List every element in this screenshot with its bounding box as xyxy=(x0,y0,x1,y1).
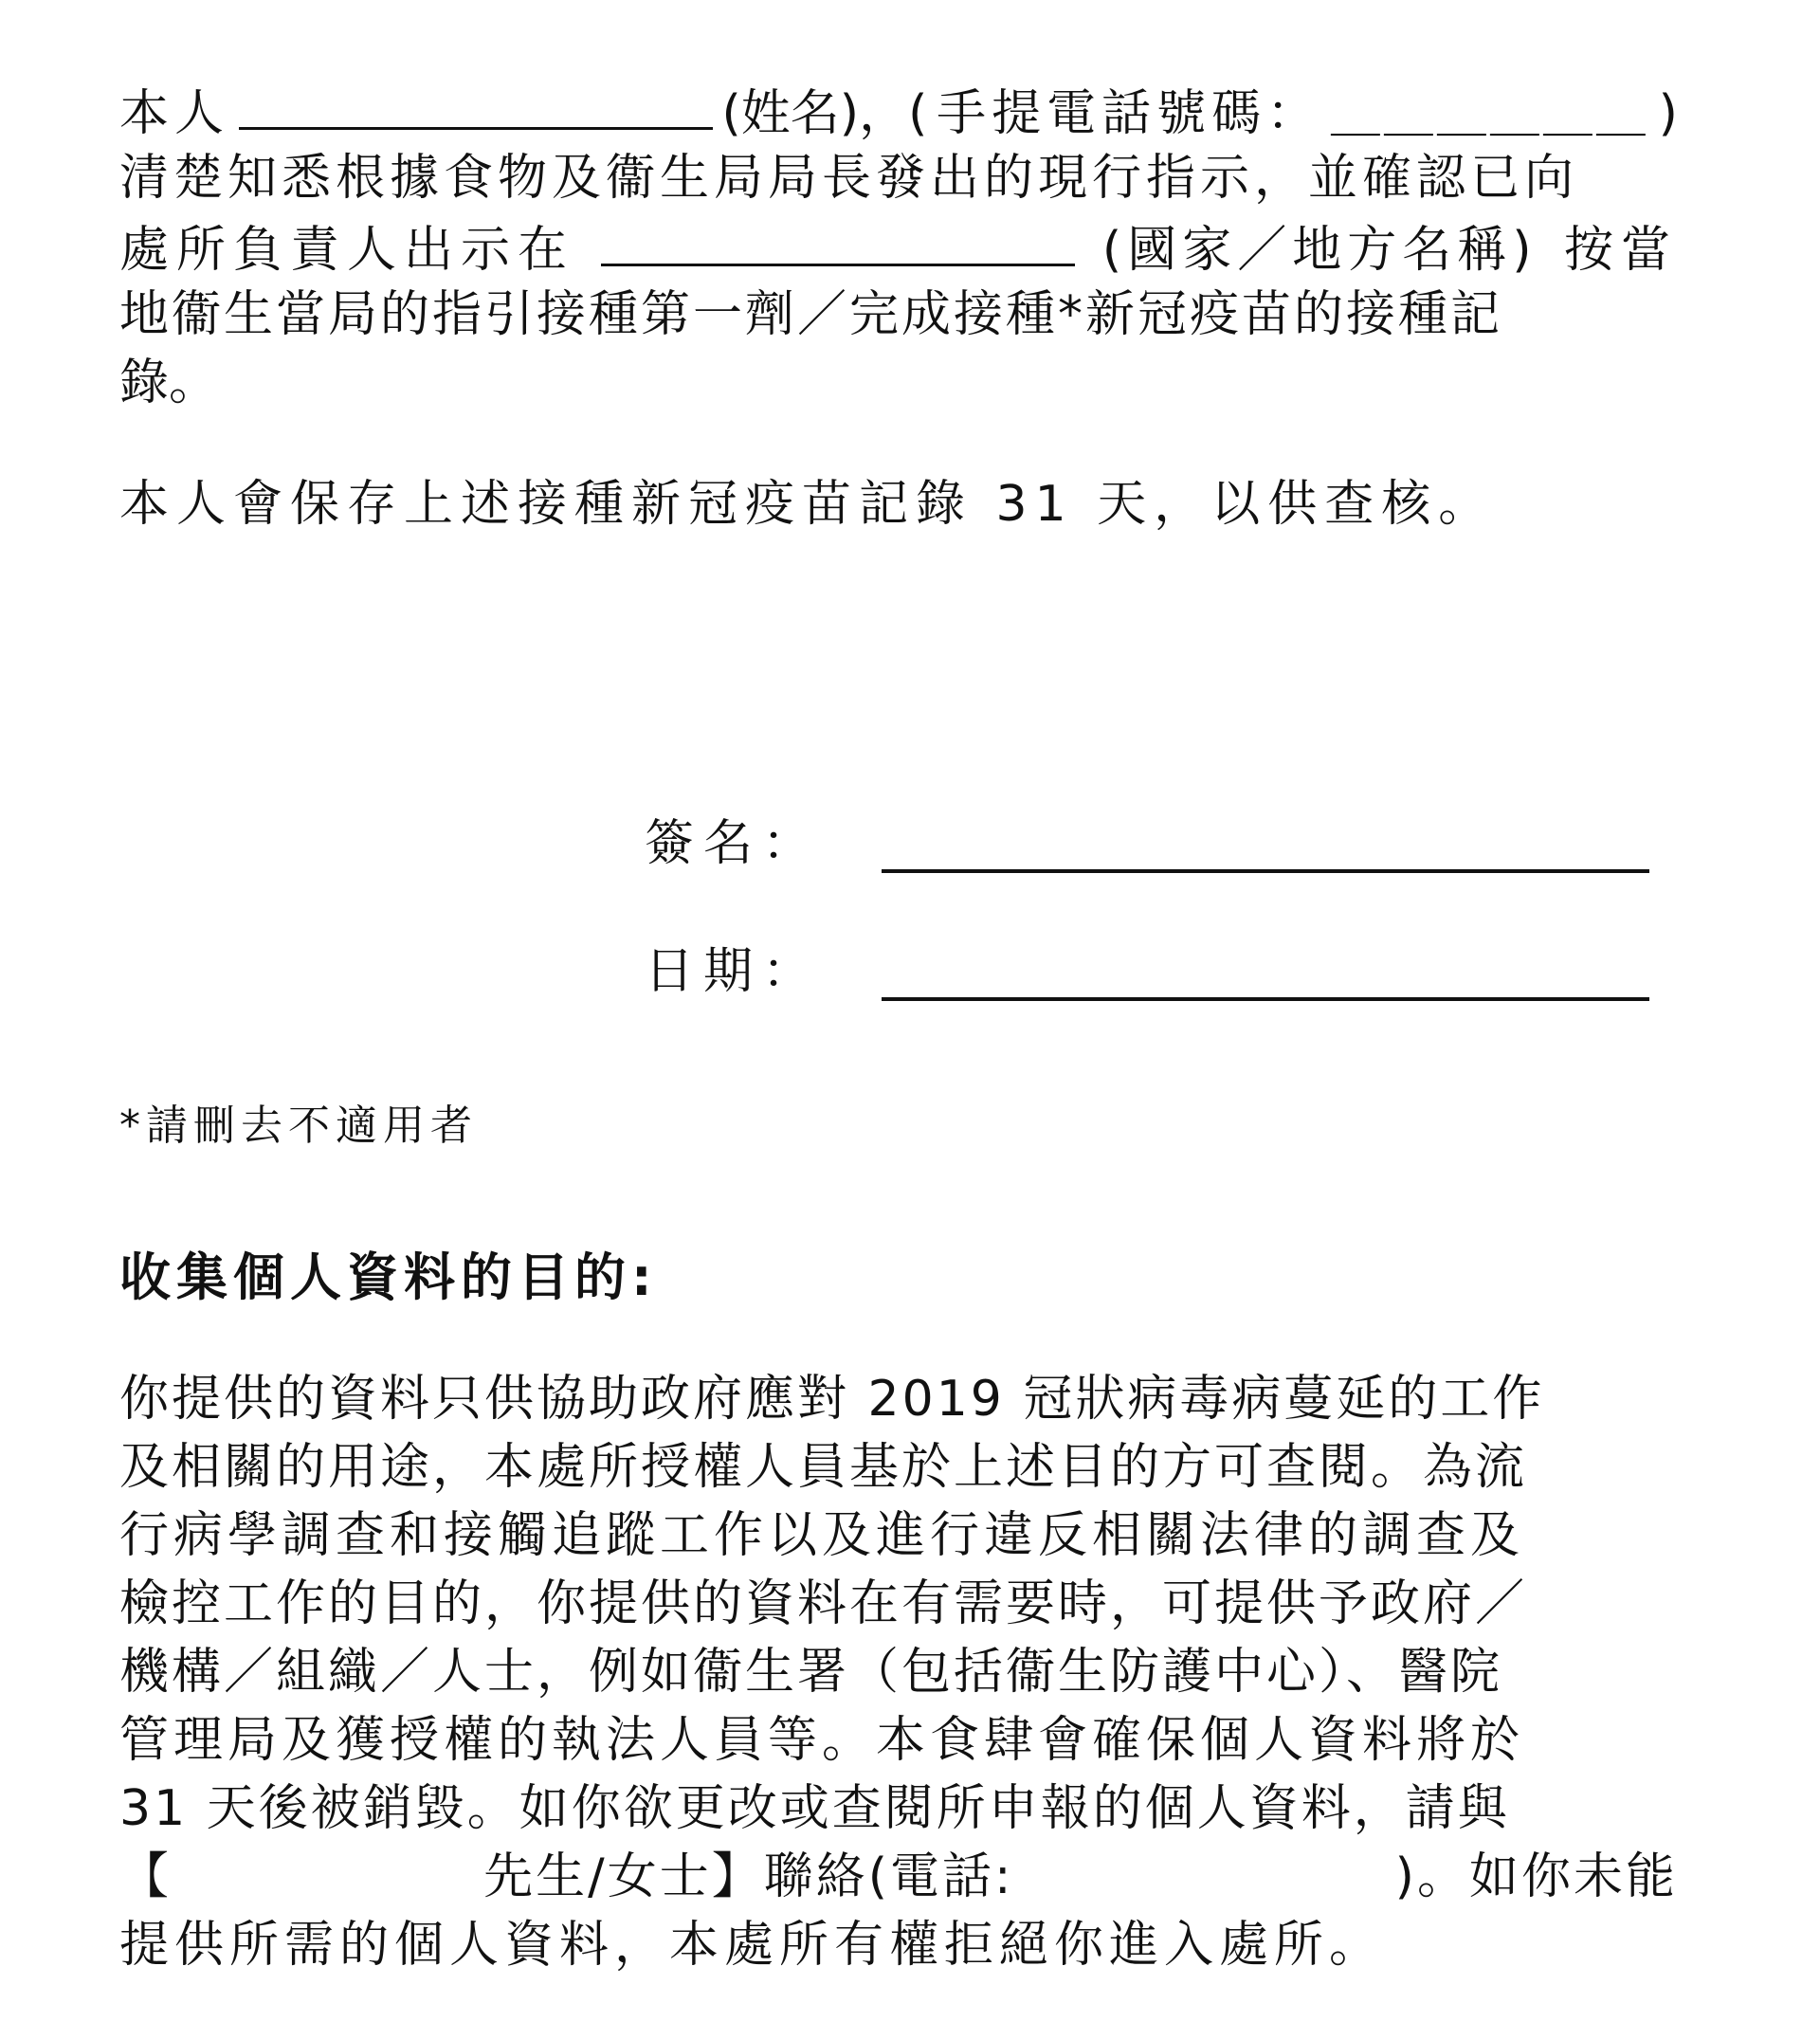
name-label: (姓名)，( xyxy=(721,85,928,142)
purpose-heading: 收集個人資料的目的: xyxy=(119,1247,658,1307)
purpose-line-text: 行病學調查和接觸追蹤工作以及進行違反相關法律的調查及 xyxy=(119,1507,1525,1564)
declaration-line-4 xyxy=(119,281,1678,349)
date-field[interactable] xyxy=(882,997,1649,1001)
declaration-line-3 xyxy=(119,212,1678,281)
signature-field[interactable] xyxy=(882,869,1649,873)
declaration-line-5-text: 錄。 xyxy=(119,355,219,411)
date-label: 日期： xyxy=(645,943,822,1000)
name-blank[interactable] xyxy=(239,76,713,130)
mobile-label: 手提電話號碼： xyxy=(937,85,1322,142)
purpose-line xyxy=(119,1502,1678,1570)
purpose-line-text: 檢控工作的目的，你提供的資料在有需要時，可提供予政府／ xyxy=(119,1575,1528,1632)
purpose-paragraph xyxy=(119,1365,1678,1979)
contact-line xyxy=(119,1843,1678,1911)
contact-open-bracket: 【 xyxy=(119,1848,170,1905)
purpose-line xyxy=(119,1365,1678,1433)
purpose-line-text: 你提供的資料只供協助政府應對 2019 冠狀病毒病蔓延的工作 xyxy=(119,1371,1545,1428)
country-blank[interactable] xyxy=(601,212,1075,266)
declaration-line-1 xyxy=(119,76,1678,144)
self-label: 本人 xyxy=(119,85,230,142)
declaration-line-4-text: 地衞生當局的指引接種第一劑／完成接種*新冠疫苗的接種記 xyxy=(119,286,1503,343)
purpose-line xyxy=(119,1570,1678,1638)
retention-statement: 本人會保存上述接種新冠疫苗記錄 31 天，以供查核。 xyxy=(119,476,1496,533)
purpose-line xyxy=(119,1775,1678,1843)
declaration-line-2 xyxy=(119,144,1678,212)
purpose-line xyxy=(119,1638,1678,1706)
purpose-line-text: 31 天後被銷毀。如你欲更改或查閱所申報的個人資料，請與 xyxy=(119,1780,1510,1837)
contact-close: )。如你未能 xyxy=(1394,1848,1678,1905)
declaration-paragraph xyxy=(119,76,1678,417)
contact-title: 先生/女士】聯絡(電話: xyxy=(483,1848,1014,1905)
signature-label: 簽名： xyxy=(645,815,822,872)
footnote: *請刪去不適用者 xyxy=(119,1101,478,1150)
mobile-blank[interactable]: ＿＿＿＿＿＿ xyxy=(1330,85,1649,142)
purpose-line-text: 及相關的用途，本處所授權人員基於上述目的方可查閱。為流 xyxy=(119,1439,1528,1496)
signature-row xyxy=(645,801,1649,886)
declaration-line-5 xyxy=(119,349,1678,417)
purpose-last-line-text: 提供所需的個人資料，本處所有權拒絕你進入處所。 xyxy=(119,1917,1385,1974)
purpose-last-line xyxy=(119,1911,1678,1979)
declaration-line-2-text: 清楚知悉根據食物及衞生局局長發出的現行指示，並確認已向 xyxy=(119,150,1579,207)
date-row xyxy=(645,929,1649,1014)
purpose-line xyxy=(119,1706,1678,1775)
declaration-line-3-end: 按當 xyxy=(1563,222,1678,279)
country-label: (國家／地方名稱) xyxy=(1101,222,1538,279)
purpose-line-text: 機構／組織／人士，例如衞生署（包括衞生防護中心）、醫院 xyxy=(119,1644,1503,1701)
declaration-line-3-text: 處所負責人出示在 xyxy=(119,222,575,279)
purpose-line xyxy=(119,1433,1678,1502)
purpose-line-text: 管理局及獲授權的執法人員等。本食肆會確保個人資料將於 xyxy=(119,1712,1525,1769)
mobile-close-paren: ) xyxy=(1658,85,1678,142)
